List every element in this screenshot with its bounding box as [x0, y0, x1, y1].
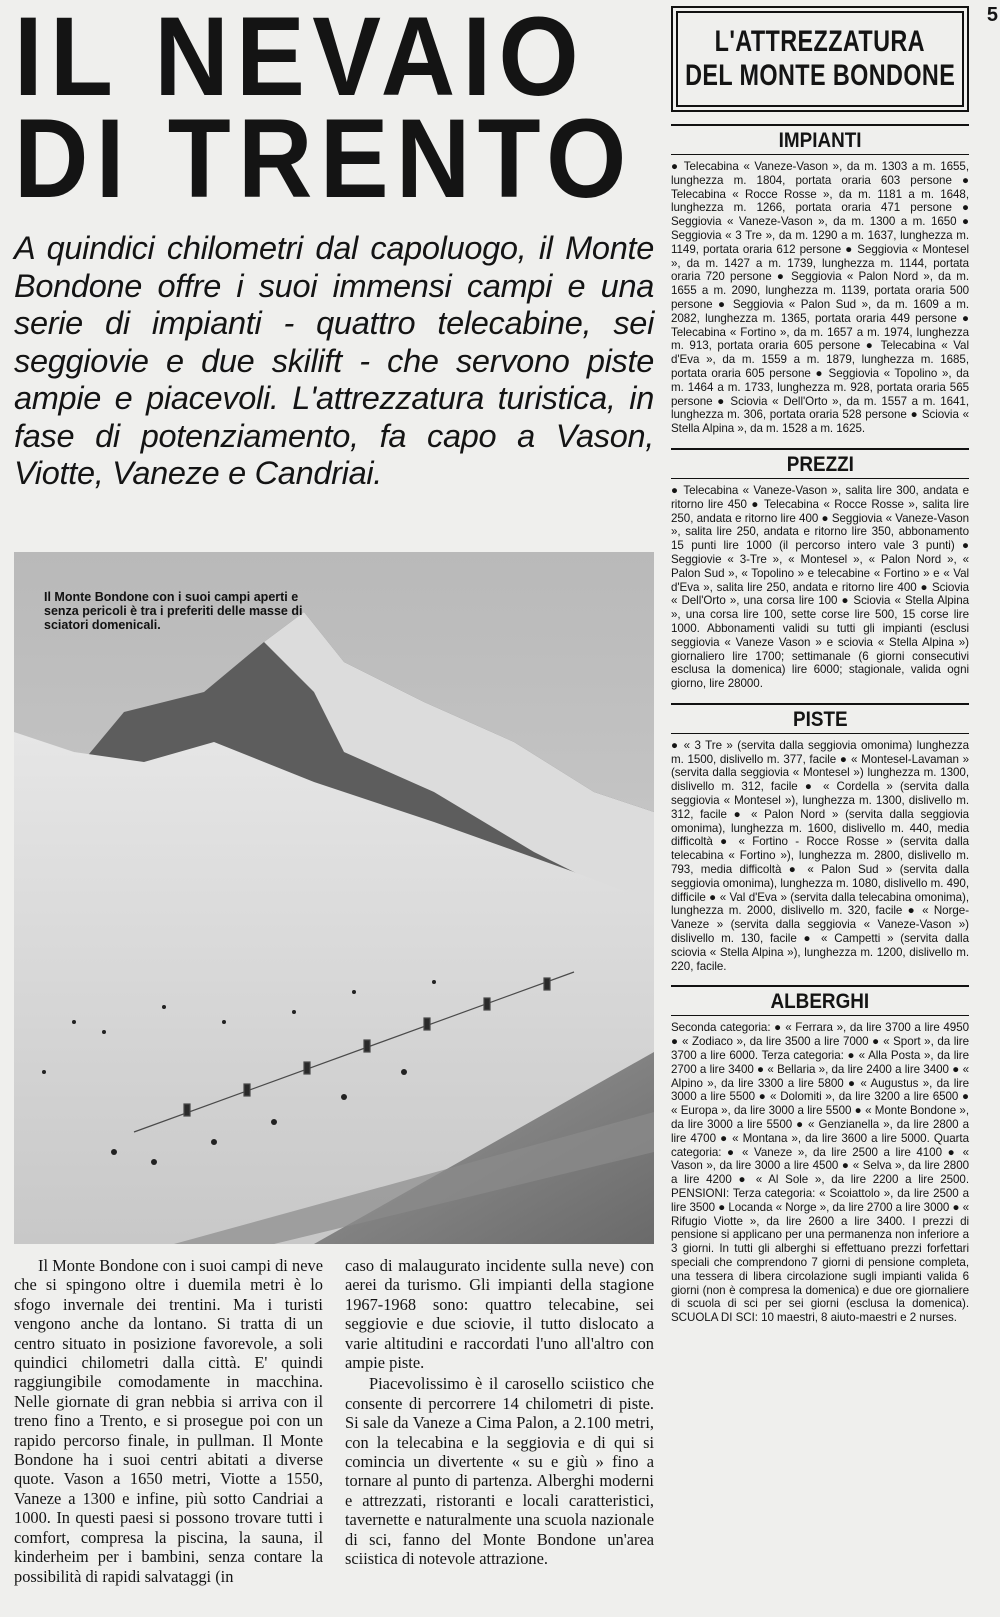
headline-line-2: DI TRENTO: [14, 96, 634, 221]
section-alberghi: [671, 985, 969, 1325]
section-heading: [671, 448, 969, 479]
lede: A quindici chilometri dal capoluogo, il Monte Bondone offre i suoi immensi campi e una serie di impianti - quattro telecabine, sei seggiovie e due skilift - che servono piste ampie e piacevoli. L'attrezzatura turistica, in fase di potenziamento, fa capo a Vason, Viotte, Vaneze e Candriai.: [14, 230, 654, 491]
sidebar-title-line-2: DEL MONTE BONDONE: [684, 59, 956, 92]
section-heading: [671, 703, 969, 734]
section-text: ● « 3 Tre » (servita dalla seggiovia omonima) lunghezza m. 1500, dislivello m. 377, facile ● « Montesel-Lavaman » (servita dalla seggiovia « Montesel ») lunghezza m. 1300, dislivello m. 312, facile ● « Cordella » (servita dalla seggiovia « Montesel »), lunghezza m. 1300, dislivello m. 312, facile ● « Palon Nord » (servita dalla seggiovia omonima), lunghezza m. 1600, dislivello m. 440, media difficoltà ● « Fortino - Rocce Rosse » (servita dalla telecabina « Fortino »), lunghezza m. 2800, dislivello m. 793, media difficoltà ● « Palon Sud » (servita dalla seggiovia omonima), lunghezza m. 1080, dislivello m. 490, difficile ● « Val d'Eva » (servita dalla telecabina omonima), lunghezza m. 2000, dislivello m. 320, facile ● « Norge-Vaneze » (servita dalla seggiovia « Vaneze-Vason ») dislivello m. 130, facile ● « Campetti » (servita dalla sciovia « Stella Alpina »), lunghezza m. 1200, dislivello m. 220, facile.: [671, 738, 969, 973]
section-text: Seconda categoria: ● « Ferrara », da lire 3700 a lire 4950 ● « Zodiaco », da lire 3500 a lire 7000 ● « Sport », da lire 3700 a lire 6000. Terza categoria: ● « Alla Posta », da lire 2700 a lire 3400 ● « Bellaria », da lire 2400 a lire 3400 ● « Alpino », da lire 3300 a lire 5800 ● « Augustus », da lire 3000 a lire 5500 ● « Dolomiti », da lire 3200 a lire 6500 ● « Europa », da lire 3000 a lire 5500 ● « Monte Bondone », da lire 3000 a lire 5500 ● « Genzianella », da lire 2800 a lire 4700 ● « Montana », da lire 3600 a lire 5000. Quarta categoria: ● « Vaneze », da lire 2500 a lire 4100 ● « Vason », da lire 3000 a lire 4500 ● « Selva », da lire 2800 a lire 4200 ● « Al Sole », da lire 2200 a lire 2500. PENSIONI: Terza categoria: « Scoiattolo », da lire 2500 a lire 3500 ● Locanda « Norge », da lire 2700 a lire 3000 ● « Rifugio Viotte », da lire 2600 a lire 3400. I prezzi di pensione si applicano per una permanenza non inferiore a 3 giorni. In tutti gli alberghi si effettuano prezzi forfettari speciali che comprendono 7 giorni di pensione completa, una tessera di libera circolazione sugli impianti valida 6 giorni (non è compresa la domenica) e due ore giornaliere di scuola di sci per sei giorni (esclusa la domenica). SCUOLA DI SCI: 10 maestri, 8 aiuto-maestri e 2 nurses.: [671, 1021, 969, 1325]
sidebar-title-box: [671, 6, 969, 112]
section-heading: [671, 124, 969, 155]
section-heading: [671, 985, 969, 1016]
body-paragraph-1: Il Monte Bondone con i suoi campi di neve che si spingono oltre i duemila metri è lo sfogo invernale dei trentini. Ma i turisti vengono anche da lontano. Si tratta di un centro situato in posizione favorevole, a soli quindici chilometri dalla città. E' quindi raggiungibile comodamente in macchina. Nelle giornate di gran nebbia si arriva con il treno fino a Trento, e si prosegue poi con un rapido percorso finale, in pullman. Il Monte Bondone ha i suoi centri abitati a diverse quote. Vason a 1650 metri, Viotte a 1550, Vaneze a 1300 e infine, più sotto Candriai a 1000. In questi paesi si possono trovare tutti i comfort, compresa la piscina, la sauna, il kinderheim per i bambini, senza contare la possibilità di rapidi salvataggi (in: [14, 1256, 323, 1586]
page-number: 5: [986, 4, 998, 26]
section-heading-label: PREZZI: [786, 452, 854, 476]
section-text: ● Telecabina « Vaneze-Vason », salita lire 300, andata e ritorno lire 450 ● Telecabina « Rocce Rosse », salita lire 250, andata e ritorno lire 400 ● Seggiovia « Vaneze-Vason », salita lire 250, andata e ritorno lire 350, abbonamento 15 punti lire 1000 (il percorso intero vale 3 punti) ● Seggiovie « 3-Tre », « Montesel », « Palon Nord », « Palon Sud », « Topolino » e telecabine « Fortino » e « Val d'Eva », salita lire 250, andata e ritorno lire 400 ● Sciovia « Dell'Orto », una corsa lire 100 ● Sciovia « Stella Alpina », una corsa lire 100, sette corse lire 500, 15 corse lire 1000. Abbonamenti validi su tutti gli impianti (esclusi seggiovia « Vaneze Vason » e sciovia « Stella Alpina ») giornaliero lire 1700; settimanale (6 giorni consecutivi esclusa la domenica) lire 6000; stagionale, valida ogni giorno, lire 28000.: [671, 483, 969, 691]
sidebar: [671, 6, 969, 1325]
section-heading-label: IMPIANTI: [778, 129, 862, 152]
section-impianti: [671, 124, 969, 436]
section-piste: [671, 703, 969, 974]
section-heading-label: ALBERGHI: [770, 990, 870, 1014]
section-text: ● Telecabina « Vaneze-Vason », da m. 1303 a m. 1655, lunghezza m. 1804, portata oraria 603 persone ● Telecabina « Rocce Rosse », da m. 1181 a m. 1648, lunghezza m. 1266, portata oraria 471 persone ● Seggiovia « Vaneze-Vason », da m. 1300 a m. 1650 ● Seggiovia « 3 Tre », da m. 1290 a m. 1637, lunghezza m. 1149, portata oraria 612 persone ● Seggiovia « Montesel », da m. 1427 a m. 1739, lunghezza m. 1144, portata oraria 720 persone ● Seggiovia « Palon Nord », da m. 1655 a m. 2090, lunghezza m. 1139, portata oraria 500 persone ● Seggiovia « Palon Sud », da m. 1609 a m. 2082, lunghezza m. 1365, portata oraria 449 persone ● Telecabina « Fortino », da m. 1657 a m. 1974, lunghezza m. 913, portata oraria 605 persone ● Telecabina « Val d'Eva », da m. 1559 a m. 1879, lunghezza m. 1685, portata oraria 605 persone ● Seggiovia « Topolino », da m. 1464 a m. 1733, lunghezza m. 928, portata oraria 565 persone ● Sciovia « Dell'Orto », da m. 1557 a m. 1641, lunghezza m. 306, portata oraria 528 persone ● Sciovia « Stella Alpina », da m. 1528 a m. 1625.: [671, 160, 969, 436]
headline-line-1: IL NEVAIO: [14, 0, 586, 119]
mountain-photo: [14, 552, 654, 1244]
main-article: [14, 0, 654, 1586]
body-text: [14, 1256, 654, 1586]
body-paragraph-2: caso di malaugurato incidente sulla neve) con aerei da turismo. Gli impianti della stagione 1967-1968 sono: quattro telecabine, sei seggiovie e due sciovie, il tutto dislocato a varie altitudini e raccordati l'uno all'altro con ampie piste.: [345, 1256, 654, 1373]
body-column-2: [345, 1256, 654, 1586]
sidebar-title-line-1: L'ATTREZZATURA: [714, 25, 926, 58]
body-column-1: [14, 1256, 323, 1586]
section-prezzi: [671, 448, 969, 691]
body-paragraph-3: Piacevolissimo è il carosello sciistico che consente di percorrere 14 chilometri di piste. Si sale da Vaneze a Cima Palon, a 2.100 metri, con la telecabina e la seggiovia e di qui si comincia un divertente « su e giù » fino a tornare al punto di partenza. Alberghi moderni e attrezzati, ristoranti e locali caratteristici, tavernette e naturalmente una scuola nazionale di sci, fanno del Monte Bondone un'area sciistica di notevole attrazione.: [345, 1374, 654, 1569]
section-heading-label: PISTE: [792, 707, 848, 731]
mountain-photo-illustration: [14, 552, 654, 1244]
photo-caption: Il Monte Bondone con i suoi campi aperti e senza pericoli è tra i preferiti delle masse di sciatori domenicali.: [44, 590, 303, 632]
headline: [14, 0, 634, 221]
